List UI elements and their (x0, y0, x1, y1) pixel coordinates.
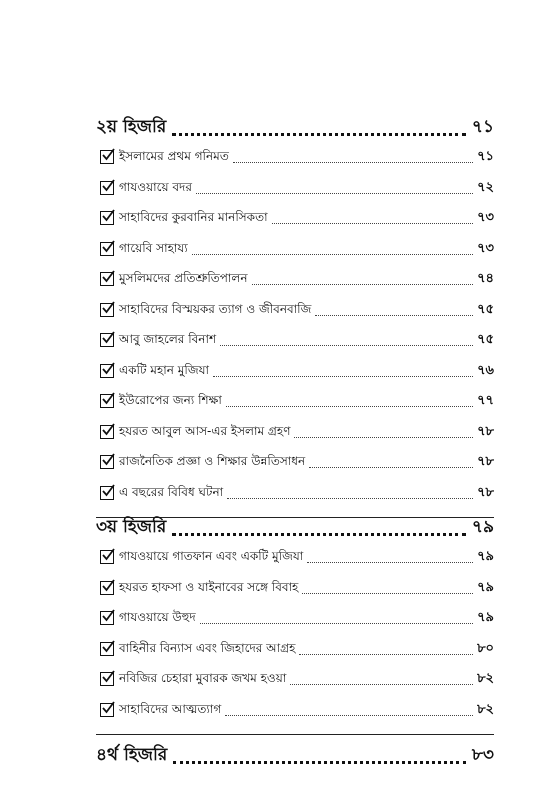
entry-title: নবিজির চেহারা মুবারক জখম হওয়া (119, 671, 287, 685)
section-page-number: ৭৯ (471, 517, 494, 537)
entry-title: ইসলামের প্রথম গনিমত (119, 149, 229, 163)
entry-page-number: ৭৮ (477, 454, 494, 469)
checkbox-icon (100, 550, 114, 564)
checkbox-icon (100, 242, 114, 256)
toc-entry[interactable] (100, 577, 494, 599)
entry-page-number: ৭৮ (477, 423, 494, 439)
checkbox-icon (100, 181, 114, 195)
toc-entry[interactable] (100, 268, 494, 290)
checkbox-icon (100, 642, 114, 656)
toc-entry[interactable] (100, 607, 494, 629)
toc-entry[interactable] (100, 451, 494, 473)
entry-page-number: ৭৫ (477, 332, 494, 347)
entry-page-number: ৭২ (477, 179, 494, 195)
entry-title: হযরত আবুল আস-এর ইসলাম গ্রহণ (119, 423, 291, 438)
toc-entry[interactable] (100, 668, 494, 690)
dot-leader (173, 761, 466, 764)
section-title: ৩য় হিজরি (96, 517, 167, 537)
section-page-number: ৭১ (471, 117, 494, 137)
entry-title: গাযওয়ায়ে গাতফান এবং একটি মুজিযা (119, 549, 304, 563)
entry-title: গাযওয়ায়ে বদর (119, 179, 192, 194)
checkbox-icon (100, 303, 114, 317)
checkbox-icon (100, 394, 114, 408)
toc-entry[interactable] (100, 482, 494, 504)
dot-leader (192, 254, 473, 255)
entry-title: সাহাবিদের বিস্ময়কর ত্যাগ ও জীবনবাজি (119, 301, 312, 316)
entry-page-number: ৭৩ (477, 210, 494, 225)
dot-leader (302, 593, 473, 594)
entry-page-number: ৭৯ (477, 549, 494, 564)
toc-entry[interactable] (100, 299, 494, 321)
checkbox-icon (100, 211, 114, 225)
checkbox-icon (100, 455, 114, 469)
toc-entry[interactable] (100, 329, 494, 351)
dot-leader (225, 715, 473, 716)
entry-page-number: ৭৭ (477, 393, 494, 408)
entry-title: রাজনৈতিক প্রজ্ঞা ও শিক্ষার উন্নতিসাধন (119, 454, 306, 468)
dot-leader (233, 162, 473, 163)
dot-leader (196, 193, 473, 194)
checkbox-icon (100, 672, 114, 686)
checkbox-icon (100, 611, 114, 625)
dot-leader (272, 223, 474, 224)
dot-leader (227, 498, 473, 499)
entry-page-number: ৭৩ (477, 240, 494, 256)
toc-entry[interactable] (100, 360, 494, 382)
entry-title: গাযওয়ায়ে উহুদ (119, 610, 196, 624)
checkbox-icon (100, 486, 114, 500)
entry-page-number: ৭৮ (477, 484, 494, 500)
dot-leader (226, 406, 473, 407)
dot-leader (315, 315, 473, 316)
entry-page-number: ৭৫ (477, 301, 494, 317)
toc-entry[interactable] (100, 177, 494, 199)
toc-entry[interactable] (100, 207, 494, 229)
section-title: ২য় হিজরি (96, 117, 167, 137)
dot-leader (172, 533, 466, 536)
entry-page-number: ৭১ (477, 149, 494, 164)
entry-page-number: ৭৯ (477, 610, 494, 625)
entry-title: এ বছরের বিবিধ ঘটনা (119, 484, 224, 499)
entry-page-number: ৭৪ (477, 271, 494, 286)
dot-leader (307, 562, 473, 563)
checkbox-icon (100, 581, 114, 595)
toc-entry[interactable] (100, 421, 494, 443)
checkbox-icon (100, 150, 114, 164)
entry-title: সাহাবিদের কুরবানির মানসিকতা (119, 210, 268, 224)
entry-title: সাহাবিদের আত্মত্যাগ (119, 701, 222, 716)
section-page-number: ৮৩ (471, 745, 494, 765)
entry-title: আবু জাহলের বিনাশ (119, 332, 217, 346)
toc-entry[interactable] (100, 638, 494, 660)
checkbox-icon (100, 364, 114, 378)
dot-leader (200, 623, 473, 624)
toc-entry[interactable] (100, 238, 494, 260)
dot-leader (290, 684, 473, 685)
dot-leader (220, 345, 473, 346)
toc-entry[interactable] (100, 146, 494, 168)
section-divider (96, 734, 494, 735)
entry-title: একটি মহান মুজিযা (119, 362, 209, 377)
entry-page-number: ৮২ (477, 701, 494, 717)
entry-title: মুসলিমদের প্রতিশ্রুতিপালন (119, 271, 248, 285)
entry-page-number: ৮০ (477, 640, 494, 656)
entry-title: বাহিনীর বিন্যাস এবং জিহাদের আগ্রহ (119, 640, 296, 655)
entry-title: গায়েবি সাহায্য (119, 240, 188, 255)
section-heading[interactable] (96, 116, 494, 142)
checkbox-icon (100, 703, 114, 717)
checkbox-icon (100, 333, 114, 347)
toc-entry[interactable] (100, 390, 494, 412)
entry-title: ইউরোপের জন্য শিক্ষা (119, 393, 222, 407)
dot-leader (294, 437, 473, 438)
dot-leader (252, 284, 474, 285)
entry-page-number: ৭৬ (477, 362, 494, 378)
entry-page-number: ৭৯ (477, 579, 494, 595)
entry-title: হযরত হাফসা ও যাইনাবের সঙ্গে বিবাহ (119, 579, 299, 594)
section-title: ৪র্থ হিজরি (96, 745, 168, 765)
checkbox-icon (100, 272, 114, 286)
toc-entry[interactable] (100, 546, 494, 568)
section-heading[interactable] (96, 516, 494, 542)
dot-leader (213, 376, 473, 377)
entry-page-number: ৮২ (477, 671, 494, 686)
dot-leader (299, 654, 473, 655)
section-heading[interactable] (96, 744, 494, 770)
dot-leader (309, 467, 473, 468)
toc-entry[interactable] (100, 699, 494, 721)
checkbox-icon (100, 425, 114, 439)
dot-leader (172, 133, 466, 136)
